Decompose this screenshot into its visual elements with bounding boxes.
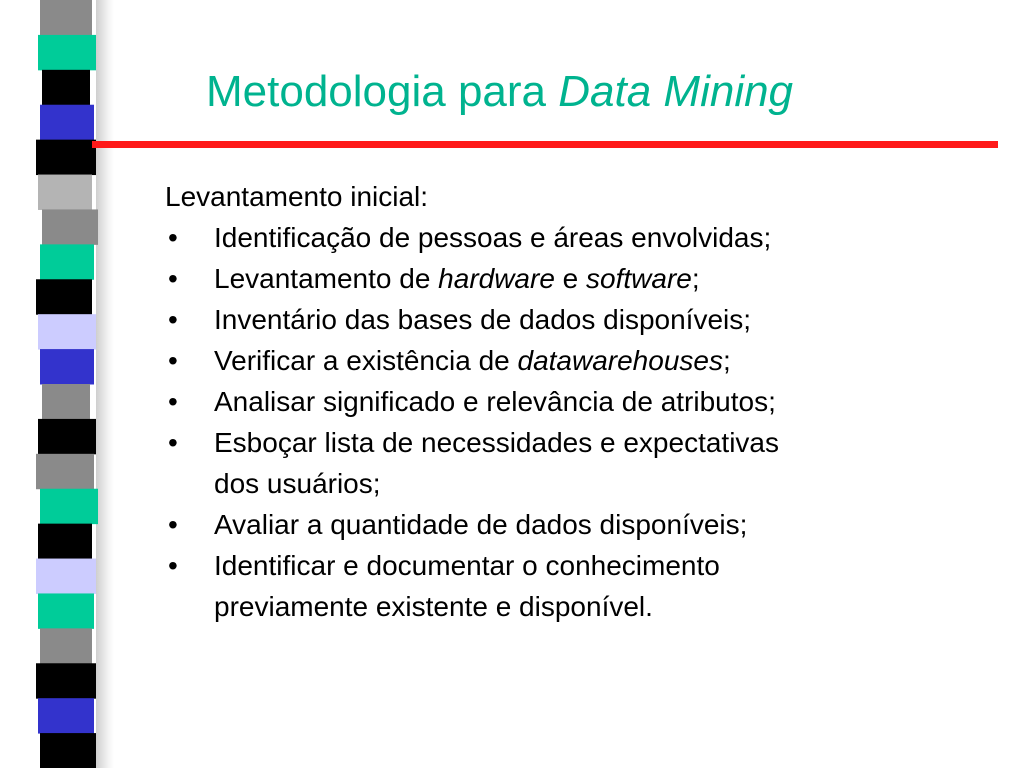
bullet-icon: • (168, 222, 178, 253)
text-run: e (554, 263, 587, 294)
emphasized-term: software (586, 263, 692, 294)
bullet-icon: • (168, 550, 178, 581)
lead-text: Levantamento inicial: (165, 181, 429, 212)
bullet-text (214, 217, 945, 258)
text-run: Verificar a existência de (214, 345, 518, 376)
stripe-block (40, 0, 92, 35)
bullet-icon: • (168, 427, 178, 458)
bullet-icon: • (168, 263, 178, 294)
bullet-item (165, 217, 945, 258)
title-underline (92, 141, 998, 148)
bullet-icon: • (168, 386, 178, 417)
stripe-block (40, 489, 98, 524)
stripe-block (36, 559, 96, 594)
text-run: Inventário das bases de dados disponíveis; (214, 304, 752, 335)
stripe-block (42, 70, 90, 105)
text-run: Esboçar lista de necessidades e expectativas (214, 427, 779, 458)
stripe-block (38, 175, 92, 210)
stripe-block (40, 628, 92, 663)
decorative-stripe (0, 0, 120, 768)
stripe-block (36, 140, 96, 175)
bullet-item (165, 299, 945, 340)
text-run: ; (722, 345, 731, 376)
text-run: Levantamento de (214, 263, 439, 294)
slide-title (206, 64, 793, 120)
stripe-block (40, 244, 94, 279)
stripe-block (38, 524, 92, 559)
emphasized-term: hardware (438, 263, 555, 294)
title-prefix: Metodologia para (206, 67, 559, 116)
stripe-block (38, 698, 94, 733)
stripe-block (38, 593, 94, 628)
bullet-item (165, 422, 945, 504)
bullet-text (214, 381, 945, 422)
bullet-list (165, 217, 945, 627)
bullet-text (214, 258, 945, 299)
stripe-block (36, 454, 94, 489)
text-run: dos usuários; (214, 468, 381, 499)
bullet-icon: • (168, 509, 178, 540)
text-run: ; (691, 263, 700, 294)
text-run: Identificação de pessoas e áreas envolvidas; (214, 222, 772, 253)
stripe-block (42, 384, 90, 419)
title-emphasis: Data Mining (558, 67, 794, 116)
text-run: Avaliar a quantidade de dados disponíveis; (214, 509, 748, 540)
bullet-text (214, 299, 945, 340)
bullet-text (214, 422, 945, 504)
bullet-text (214, 545, 945, 627)
stripe-block (38, 314, 96, 349)
slide-body (165, 176, 945, 627)
bullet-item (165, 258, 945, 299)
bullet-item (165, 381, 945, 422)
stripe-block (40, 733, 96, 768)
text-run: previamente existente e disponível. (214, 591, 653, 622)
bullet-item (165, 545, 945, 627)
stripe-block (36, 279, 92, 314)
text-run: Analisar significado e relevância de atributos; (214, 386, 776, 417)
stripe-block (40, 349, 94, 384)
stripe-block (36, 663, 96, 698)
bullet-text (214, 504, 945, 545)
emphasized-term: datawarehouses (517, 345, 723, 376)
stripe-block (38, 419, 96, 454)
bullet-item (165, 504, 945, 545)
bullet-icon: • (168, 304, 178, 335)
bullet-icon: • (168, 345, 178, 376)
stripe-block (40, 105, 94, 140)
stripe-block (42, 209, 98, 244)
bullet-item (165, 340, 945, 381)
text-run: Identificar e documentar o conhecimento (214, 550, 720, 581)
stripe-block (38, 35, 96, 70)
bullet-text (214, 340, 945, 381)
